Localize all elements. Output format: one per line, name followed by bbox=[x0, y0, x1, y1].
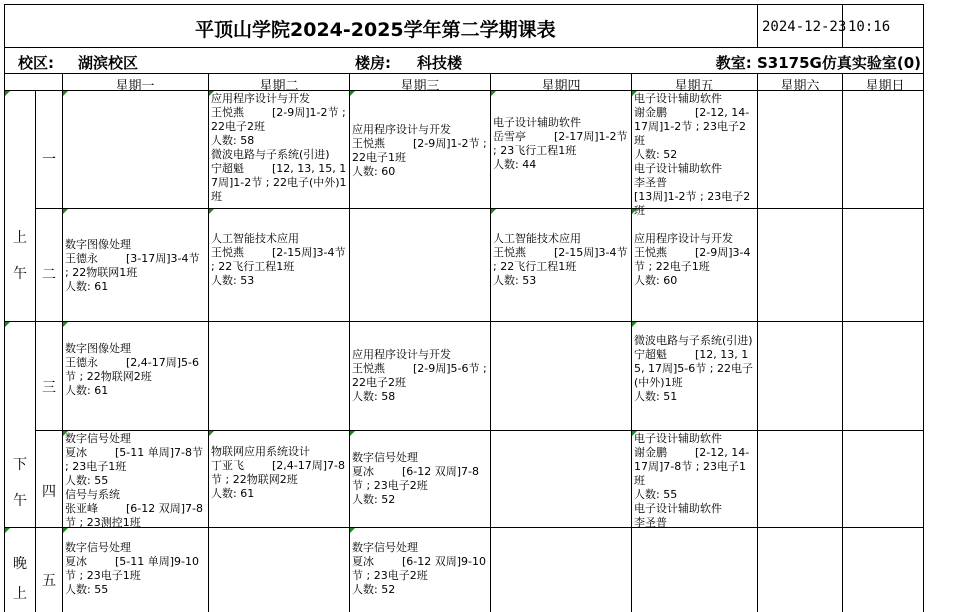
course-cell[interactable]: 数字信号处理 夏冰 [5-11 单周]7-8节 ; 23电子1班 人数: 55 信号与系统 张亚峰 [6-12 双周]7-8节 ; 23测控1班 bbox=[65, 432, 203, 529]
period-label-4: 四 bbox=[42, 484, 56, 500]
course-cell[interactable]: 应用程序设计与开发 王悦燕 [2-9周]1-2节 ; 22电子2班 人数: 58 微波电路与子系统(引进) 宁超魁 [12, 13, 15, 17周]1-2节 ; 22电子(中外)1班 bbox=[211, 92, 347, 203]
course-cell[interactable]: 数字图像处理 王德永 [2,4-17周]5-6节 ; 22物联网2班 人数: 61 bbox=[65, 342, 199, 397]
period-label-5: 五 bbox=[42, 573, 56, 589]
course-cell[interactable]: 电子设计辅助软件 岳雪亭 [2-17周]1-2节 ; 23飞行工程1班 人数: 44 bbox=[493, 116, 628, 171]
day-header-tue: 星期二 bbox=[259, 79, 299, 94]
cell-marker bbox=[5, 322, 10, 327]
day-header-thu: 星期四 bbox=[541, 79, 581, 94]
room-info: 教室: S3175G仿真实验室(0) bbox=[715, 54, 921, 72]
cell-marker bbox=[63, 322, 68, 327]
cell-marker bbox=[209, 431, 214, 436]
side-label-afternoon-2: 午 bbox=[13, 493, 27, 509]
course-cell[interactable]: 人工智能技术应用 王悦燕 [2-15周]3-4节 ; 22飞行工程1班 人数: 53 bbox=[493, 232, 628, 287]
course-cell[interactable]: 应用程序设计与开发 王悦燕 [2-9周]1-2节 ; 22电子1班 人数: 60 bbox=[352, 123, 487, 178]
course-cell[interactable]: 数字信号处理 夏冰 [6-12 双周]9-10节 ; 23电子2班 人数: 52 bbox=[352, 541, 486, 596]
day-header-wed: 星期三 bbox=[400, 79, 440, 94]
course-cell[interactable]: 应用程序设计与开发 王悦燕 [2-9周]3-4节 ; 22电子1班 人数: 60 bbox=[634, 232, 751, 287]
period-label-2: 二 bbox=[42, 267, 56, 283]
side-label-afternoon-1: 下 bbox=[13, 457, 27, 473]
cell-marker bbox=[350, 528, 355, 533]
cell-marker bbox=[5, 528, 10, 533]
building-value: 科技楼 bbox=[417, 54, 463, 72]
side-label-evening-1: 晚 bbox=[13, 556, 27, 572]
course-cell[interactable]: 数字图像处理 王德永 [3-17周]3-4节 ; 22物联网1班 人数: 61 bbox=[65, 238, 200, 293]
course-cell[interactable]: 人工智能技术应用 王悦燕 [2-15周]3-4节 ; 22飞行工程1班 人数: 53 bbox=[211, 232, 346, 287]
course-cell[interactable]: 电子设计辅助软件 谢金鹏 [2-12, 14-17周]7-8节 ; 23电子1班 人数: 55 电子设计辅助软件 李圣普 bbox=[634, 432, 750, 529]
print-date: 2024-12-23 bbox=[762, 19, 847, 35]
course-cell[interactable]: 物联网应用系统设计 丁亚飞 [2,4-17周]7-8节 ; 22物联网2班 人数: 61 bbox=[211, 445, 345, 500]
cell-marker bbox=[491, 209, 496, 214]
day-header-sun: 星期日 bbox=[865, 79, 905, 94]
cell-marker bbox=[209, 209, 214, 214]
course-cell[interactable]: 微波电路与子系统(引进) 宁超魁 [12, 13, 15, 17周]5-6节 ; 22电子(中外)1班 人数: 51 bbox=[634, 334, 753, 403]
period-label-1: 一 bbox=[42, 152, 56, 168]
day-header-fri: 星期五 bbox=[674, 79, 714, 94]
side-label-evening-2: 上 bbox=[13, 586, 27, 602]
side-label-morning-1: 上 bbox=[13, 230, 27, 246]
campus-value: 湖滨校区 bbox=[78, 54, 139, 72]
day-header-sat: 星期六 bbox=[780, 79, 820, 94]
course-cell[interactable]: 应用程序设计与开发 王悦燕 [2-9周]5-6节 ; 22电子2班 人数: 58 bbox=[352, 348, 487, 403]
page-title: 平顶山学院2024-2025学年第二学期课表 bbox=[195, 19, 556, 41]
cell-marker bbox=[5, 91, 10, 96]
building-label: 楼房: bbox=[355, 54, 391, 72]
campus-label: 校区: bbox=[18, 54, 54, 72]
side-label-morning-2: 午 bbox=[13, 266, 27, 282]
period-label-3: 三 bbox=[42, 380, 56, 396]
cell-marker bbox=[350, 431, 355, 436]
day-header-mon: 星期一 bbox=[115, 79, 155, 94]
course-cell[interactable]: 数字信号处理 夏冰 [5-11 单周]9-10节 ; 23电子1班 人数: 55 bbox=[65, 541, 199, 596]
cell-marker bbox=[632, 322, 637, 327]
cell-marker bbox=[63, 209, 68, 214]
print-time: 10:16 bbox=[848, 19, 891, 35]
course-cell[interactable]: 电子设计辅助软件 谢金鹏 [2-12, 14-17周]1-2节 ; 23电子2班 人数: 52 电子设计辅助软件 李圣普 [13周]1-2节 ; 23电子2班 bbox=[634, 92, 751, 217]
course-cell[interactable]: 数字信号处理 夏冰 [6-12 双周]7-8节 ; 23电子2班 人数: 52 bbox=[352, 451, 479, 506]
